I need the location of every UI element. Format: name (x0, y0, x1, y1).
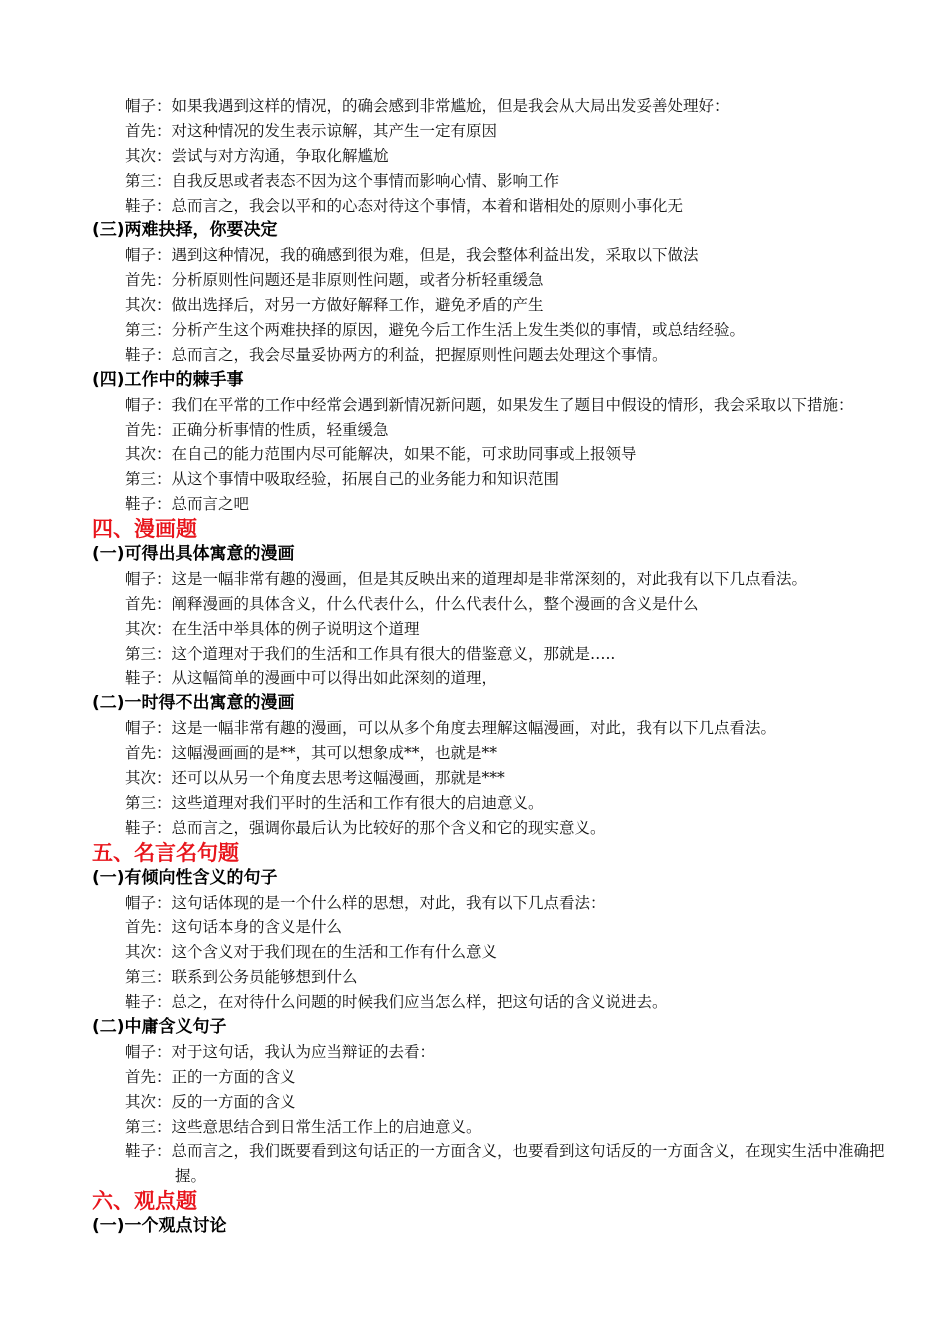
shoe-line: 鞋子：总而言之，强调你最后认为比较好的那个含义和它的现实意义。 (125, 818, 606, 837)
subsection-heading: (四)工作中的棘手事 (92, 369, 244, 390)
shoe-line: 鞋子：总之，在对待什么问题的时候我们应当怎么样，把这句话的含义说进去。 (125, 993, 668, 1012)
third-line: 第三：这些意思结合到日常生活工作上的启迪意义。 (125, 1117, 482, 1136)
second-line: 其次：尝试与对方沟通，争取化解尴尬 (125, 146, 389, 165)
third-line: 第三：这些道理对我们平时的生活和工作有很大的启迪意义。 (125, 793, 544, 812)
subsection-heading: (三)两难抉择，你要决定 (92, 220, 278, 241)
hat-line: 帽子：遇到这种情况，我的确感到很为难，但是，我会整体利益出发，采取以下做法 (125, 246, 699, 265)
first-line: 首先：这幅漫画画的是**，其可以想象成**，也就是** (125, 744, 498, 763)
hat-line: 帽子：这是一幅非常有趣的漫画，可以从多个角度去理解这幅漫画，对此，我有以下几点看法。 (125, 719, 777, 738)
second-line: 其次：这个含义对于我们现在的生活和工作有什么意义 (125, 943, 498, 962)
second-line: 其次：还可以从另一个角度去思考这幅漫画，那就是*** (125, 769, 505, 788)
second-line: 其次：反的一方面的含义 (125, 1092, 296, 1111)
section-heading: 六、观点题 (92, 1189, 197, 1214)
shoe-line: 鞋子：总而言之，我会尽量妥协两方的利益，把握原则性问题去处理这个事情。 (125, 345, 668, 364)
first-line: 首先：正的一方面的含义 (125, 1067, 296, 1086)
first-line: 首先：这句话本身的含义是什么 (125, 918, 343, 937)
subsection-heading: (一)可得出具体寓意的漫画 (92, 544, 295, 565)
first-line: 首先：对这种情况的发生表示谅解，其产生一定有原因 (125, 121, 498, 140)
second-line: 其次：在生活中举具体的例子说明这个道理 (125, 619, 420, 638)
section-heading: 四、漫画题 (92, 517, 197, 542)
section-heading: 五、名言名句题 (92, 840, 239, 865)
shoe-line: 鞋子：总而言之，我们既要看到这句话正的一方面含义，也要看到这句话反的一方面含义，在现实生活中准确把握。 (125, 1142, 885, 1186)
second-line: 其次：在自己的能力范围内尽可能解决，如果不能，可求助同事或上报领导 (125, 445, 637, 464)
third-line: 第三：自我反思或者表态不因为这个事情而影响心情、影响工作 (125, 171, 560, 190)
document-body (0, 94, 950, 1239)
subsection-heading: (一)一个观点讨论 (92, 1216, 227, 1237)
hat-line: 帽子：对于这句话，我认为应当辩证的去看： (125, 1042, 436, 1061)
first-line: 首先：正确分析事情的性质，轻重缓急 (125, 420, 389, 439)
hat-line: 帽子：如果我遇到这样的情况，的确会感到非常尴尬，但是我会从大局出发妥善处理好： (125, 97, 730, 115)
subsection-heading: (二)中庸含义句子 (92, 1016, 227, 1037)
third-line: 第三：从这个事情中吸取经验，拓展自己的业务能力和知识范围 (125, 470, 560, 489)
second-line: 其次：做出选择后，对另一方做好解释工作，避免矛盾的产生 (125, 296, 544, 315)
shoe-line: 鞋子：总而言之吧 (125, 495, 250, 514)
third-line: 第三：分析产生这个两难抉择的原因，避免今后工作生活上发生类似的事情，或总结经验。 (125, 321, 746, 340)
subsection-heading: (一)有倾向性含义的句子 (92, 867, 278, 888)
hat-line: 帽子：这是一幅非常有趣的漫画，但是其反映出来的道理却是非常深刻的，对此我有以下几点看法。 (125, 569, 808, 588)
hat-line: 帽子：我们在平常的工作中经常会遇到新情况新问题，如果发生了题目中假设的情形，我会采取以下措施： (125, 395, 854, 414)
third-line: 第三：这个道理对于我们的生活和工作具有很大的借鉴意义，那就是….. (125, 644, 616, 663)
third-line: 第三：联系到公务员能够想到什么 (125, 968, 358, 987)
shoe-line: 鞋子：从这幅简单的漫画中可以得出如此深刻的道理， (125, 669, 498, 688)
first-line: 首先：分析原则性问题还是非原则性问题，或者分析轻重缓急 (125, 271, 544, 290)
subsection-heading: (二)一时得不出寓意的漫画 (92, 693, 295, 714)
shoe-line: 鞋子：总而言之，我会以平和的心态对待这个事情，本着和谐相处的原则小事化无 (125, 196, 684, 215)
hat-line: 帽子：这句话体现的是一个什么样的思想，对此，我有以下几点看法： (125, 893, 606, 912)
first-line: 首先：阐释漫画的具体含义，什么代表什么，什么代表什么，整个漫画的含义是什么 (125, 594, 699, 613)
